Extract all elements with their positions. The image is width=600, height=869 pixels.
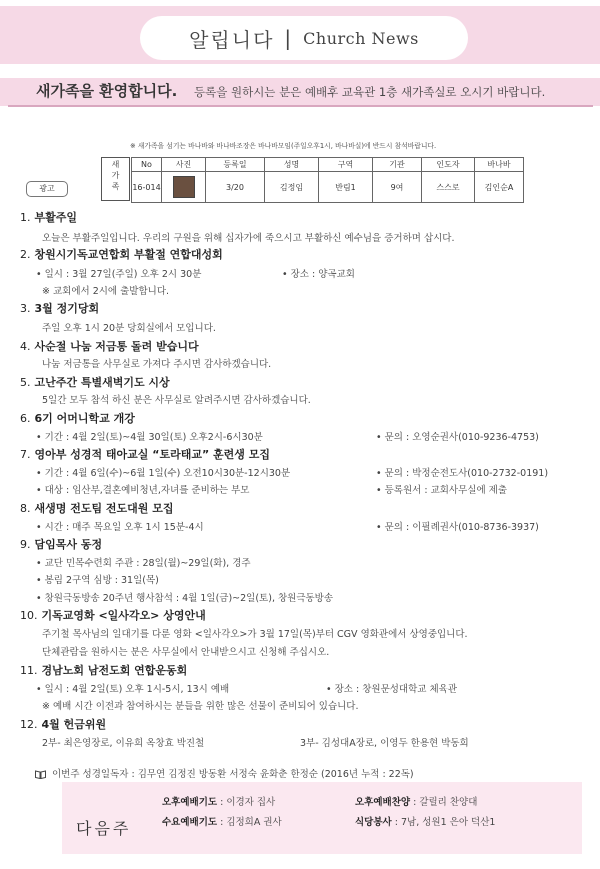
newfamily-table bbox=[131, 157, 524, 203]
news-item-title: 2. 창원시기독교연합회 부활절 연합대성회 bbox=[20, 248, 223, 261]
news-item-title: 5. 고난주간 특별새벽기도 시상 bbox=[20, 376, 170, 389]
column-header: No bbox=[132, 158, 162, 172]
column-header: 성명 bbox=[265, 158, 319, 172]
news-item-line: • 일시 : 3월 27일(주일) 오후 2시 30분 bbox=[36, 269, 202, 280]
news-item-line: • 등록원서 : 교회사무실에 제출 bbox=[376, 485, 508, 496]
title-english: Church News bbox=[303, 28, 419, 48]
news-item-line: • 문의 : 박정순전도사(010-2732-0191) bbox=[376, 468, 549, 479]
table-cell-district: 반림1 bbox=[319, 172, 373, 203]
ad-badge: 광고 bbox=[26, 181, 68, 197]
welcome-heading: 새가족을 환영합니다. bbox=[36, 82, 178, 100]
side-char: 새 bbox=[111, 160, 120, 169]
news-item-title: 6. 6기 어머니학교 개강 bbox=[20, 412, 135, 425]
table-cell-barnabas: 김인순A bbox=[475, 172, 524, 203]
duty-item: 식당봉사 : 7남, 성원1 은아 덕산1 bbox=[355, 817, 496, 828]
newfamily-side-label bbox=[101, 157, 130, 201]
news-item-line: • 장소 : 양곡교회 bbox=[282, 269, 355, 280]
side-char: 족 bbox=[111, 182, 120, 191]
news-item-title: 7. 영아부 성경적 태아교실 “토라태교” 훈련생 모집 bbox=[20, 448, 270, 461]
column-header: 바나바 bbox=[475, 158, 524, 172]
table-cell-group: 9여 bbox=[373, 172, 422, 203]
member-photo bbox=[173, 176, 195, 198]
news-item-title: 8. 새생명 전도팀 전도대원 모집 bbox=[20, 502, 174, 515]
table-cell-no: 16-014 bbox=[132, 172, 162, 203]
news-item-line: • 장소 : 창원문성대학교 체육관 bbox=[326, 684, 458, 695]
next-week-box bbox=[62, 782, 582, 854]
duty-item: 수요예배기도 : 김정희A 권사 bbox=[162, 817, 282, 828]
table-cell-name: 김정임 bbox=[265, 172, 319, 203]
table-cell-photo bbox=[162, 172, 206, 203]
reader-names: : 김무연 김정진 방동환 서정숙 윤화춘 한정순 (2016년 누적 : 22독) bbox=[131, 769, 414, 780]
barnabas-note: ※ 새가족을 섬기는 바나바와 바나바조장은 바나바모임(주일오후1시, 바나바실)에 반드시 참석바랍니다. bbox=[130, 142, 437, 150]
news-item-line: 3부- 김성대A장로, 이영두 한용현 박동희 bbox=[300, 738, 469, 749]
reader-label: 이번주 성경일독자 bbox=[52, 769, 129, 780]
table-cell-date: 3/20 bbox=[206, 172, 265, 203]
news-item-line: • 교단 민목수련회 주관 : 28일(월)~29일(화), 경주 bbox=[36, 558, 251, 569]
news-item-line: 2부- 최은영장로, 이유희 옥창효 박진철 bbox=[42, 738, 205, 749]
news-item-line: ※ 교회에서 2시에 출발합니다. bbox=[42, 286, 170, 297]
table-header-row bbox=[132, 158, 524, 172]
news-item-line: • 시간 : 매주 목요일 오후 1시 15분-4시 bbox=[36, 522, 204, 533]
column-header: 구역 bbox=[319, 158, 373, 172]
news-item-title: 1. 부활주일 bbox=[20, 211, 78, 224]
column-header: 기관 bbox=[373, 158, 422, 172]
duty-item: 오후예배찬양 : 갈릴리 찬양대 bbox=[355, 797, 478, 808]
news-item-line: • 봉림 2구역 심방 : 31일(목) bbox=[36, 575, 159, 586]
column-header: 사진 bbox=[162, 158, 206, 172]
news-item-line: • 문의 : 이필례권사(010-8736-3937) bbox=[376, 522, 539, 533]
news-item-line: 오늘은 부활주일입니다. 우리의 구원을 위해 십자가에 죽으시고 부활하신 예수님을 증거하며 삽시다. bbox=[42, 233, 455, 244]
news-item-title: 11. 경남노회 남전도회 연합운동회 bbox=[20, 664, 188, 677]
news-item-line: • 기간 : 4월 2일(토)~4월 30일(토) 오후2시-6시30분 bbox=[36, 432, 263, 443]
news-item-line: 나눔 저금통을 사무실로 가져다 주시면 감사하겠습니다. bbox=[42, 359, 272, 370]
news-item-line: 주기철 목사님의 일대기를 다룬 영화 <일사각오>가 3월 17일(목)부터 CGV 영화관에서 상영중입니다. bbox=[42, 629, 468, 640]
news-item-line: • 문의 : 오영순권사(010-9236-4753) bbox=[376, 432, 539, 443]
news-item-line: 단체관람을 원하시는 분은 사무실에서 안내받으시고 신청해 주십시오. bbox=[42, 647, 330, 658]
news-item-line: ※ 예배 시간 이전과 참여하시는 분들을 위한 많은 선물이 준비되어 있습니다. bbox=[42, 701, 359, 712]
news-item-line: 주일 오후 1시 20분 당회실에서 모입니다. bbox=[42, 323, 216, 334]
welcome-subtext: 등록을 원하시는 분은 예배후 교육관 1층 새가족실로 오시기 바랍니다. bbox=[194, 85, 546, 99]
news-item-line: • 대상 : 임산부,결혼예비청년,자녀를 준비하는 부모 bbox=[36, 485, 250, 496]
news-item-line: • 기간 : 4월 6일(수)~6월 1일(수) 오전10시30분-12시30분 bbox=[36, 468, 291, 479]
column-header: 등록일 bbox=[206, 158, 265, 172]
next-week-label: 다음주 bbox=[76, 819, 132, 838]
news-item-title: 10. 기독교영화 <일사각오> 상영안내 bbox=[20, 609, 206, 622]
title-separator: | bbox=[284, 26, 294, 50]
news-item-line: • 창원극동방송 20주년 행사참석 : 4월 1일(금)~2일(토), 창원극동방송 bbox=[36, 593, 334, 604]
divider bbox=[8, 105, 593, 107]
table-cell-guide: 스스로 bbox=[422, 172, 475, 203]
table-row bbox=[132, 172, 524, 203]
book-icon bbox=[35, 770, 46, 779]
column-header: 인도자 bbox=[422, 158, 475, 172]
news-item-title: 9. 담임목사 동정 bbox=[20, 538, 103, 551]
news-item-title: 12. 4월 헌금위원 bbox=[20, 718, 107, 731]
bible-readers bbox=[35, 766, 414, 780]
side-char: 가 bbox=[111, 171, 120, 180]
news-item-title: 3. 3월 정기당회 bbox=[20, 302, 100, 315]
title-korean: 알립니다 bbox=[189, 27, 275, 52]
news-item-title: 4. 사순절 나눔 저금통 돌려 받습니다 bbox=[20, 340, 199, 353]
page-title bbox=[140, 16, 468, 60]
news-item-line: • 일시 : 4월 2일(토) 오후 1시-5시, 13시 예배 bbox=[36, 684, 230, 695]
news-item-line: 5일간 모두 참석 하신 분은 사무실로 알려주시면 감사하겠습니다. bbox=[42, 395, 311, 406]
duty-item: 오후예배기도 : 이경자 집사 bbox=[162, 797, 276, 808]
